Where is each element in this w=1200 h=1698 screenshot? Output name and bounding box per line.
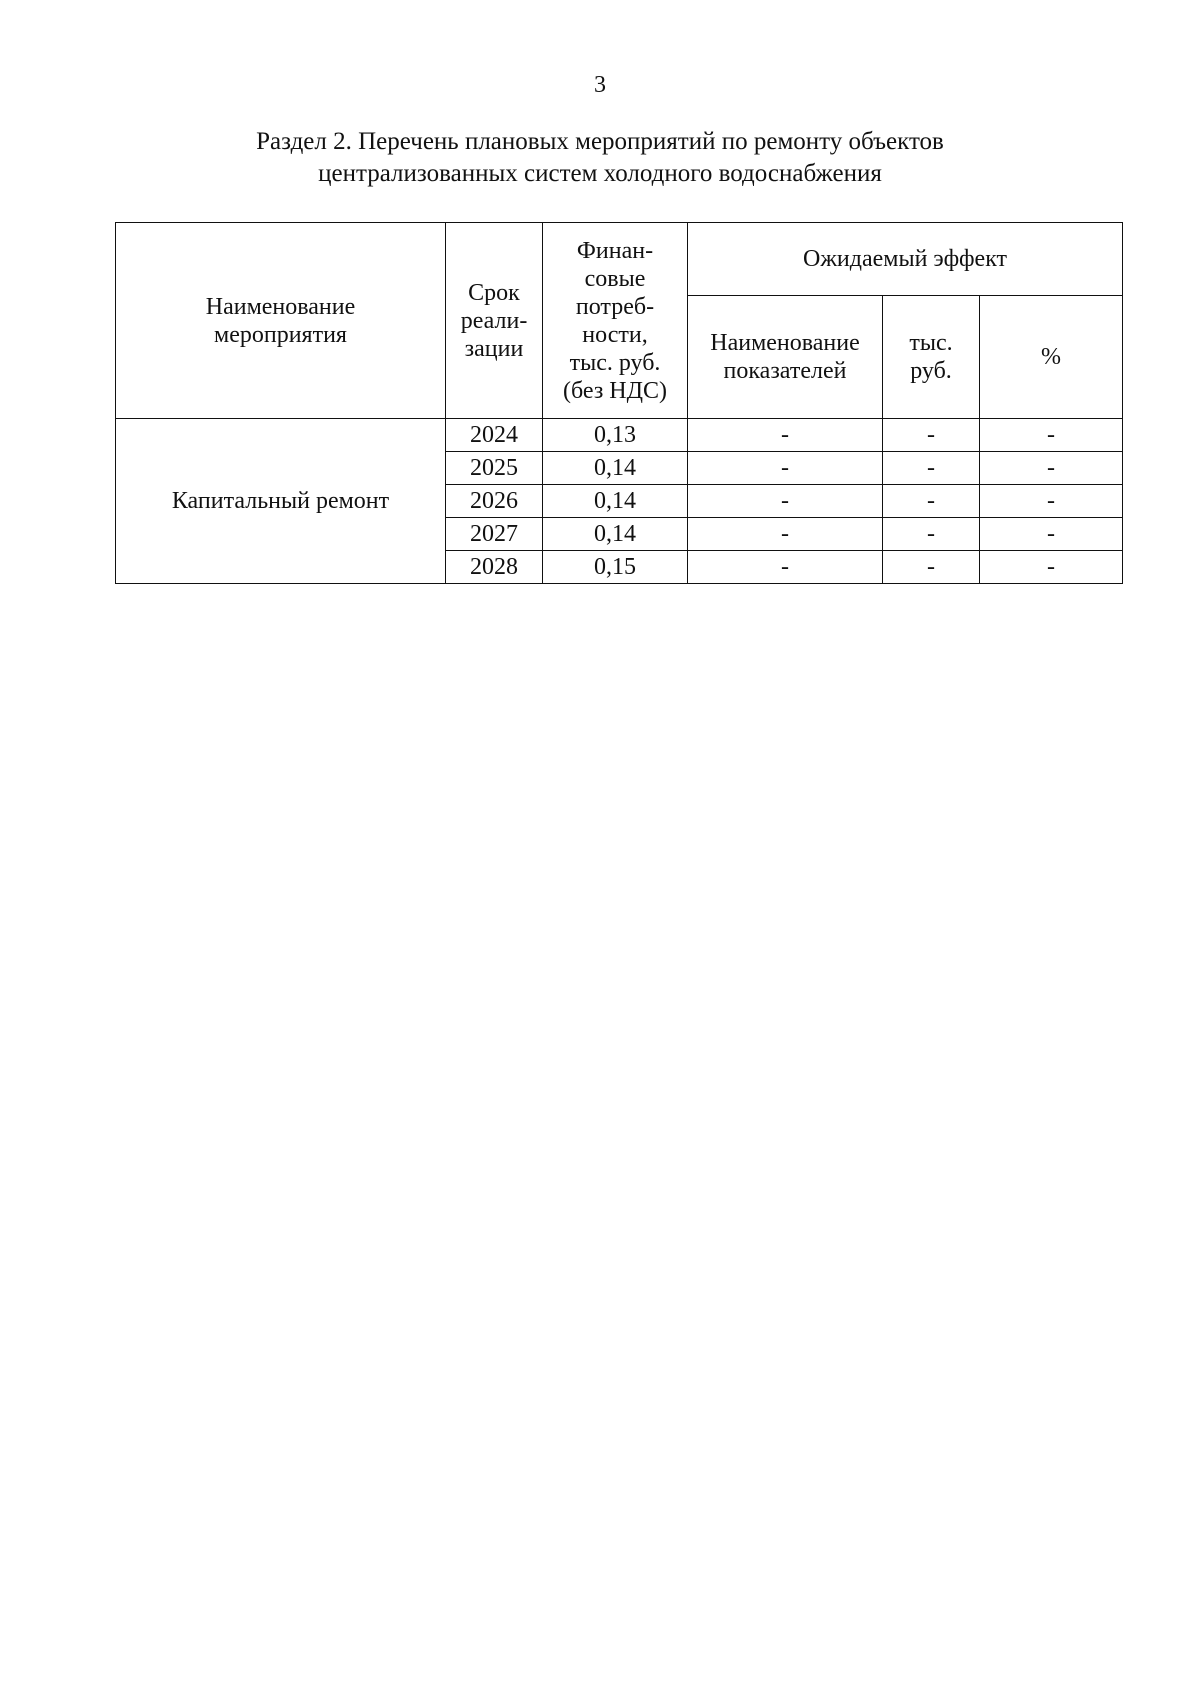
- header-thousand-rub-line: тыс.: [909, 330, 953, 356]
- indicator-cell: -: [688, 485, 883, 518]
- thousand-rub-cell: -: [883, 452, 980, 485]
- header-percent: %: [980, 296, 1123, 419]
- header-finance-line: совые: [584, 265, 646, 292]
- header-expected-effect: Ожидаемый эффект: [688, 223, 1123, 296]
- finance-cell: 0,15: [543, 551, 688, 584]
- indicator-cell: -: [688, 419, 883, 452]
- finance-cell: 0,14: [543, 485, 688, 518]
- percent-cell: -: [980, 452, 1123, 485]
- page-number: 3: [594, 72, 606, 98]
- year-cell: 2028: [446, 551, 543, 584]
- percent-cell: -: [980, 485, 1123, 518]
- percent-cell: -: [980, 518, 1123, 551]
- activity-cell: Капитальный ремонт: [116, 419, 446, 584]
- finance-cell: 0,14: [543, 518, 688, 551]
- header-finance-line: ности,: [582, 321, 648, 348]
- header-period-line: реали-: [460, 307, 528, 334]
- header-finance-line: Финан-: [576, 237, 654, 264]
- header-thousand-rub: [883, 296, 980, 419]
- header-activity-line: Наименование: [205, 293, 356, 320]
- indicator-cell: -: [688, 551, 883, 584]
- header-period-line: Срок: [468, 279, 520, 306]
- header-finance-line: тыс. руб.: [569, 349, 661, 376]
- year-cell: 2026: [446, 485, 543, 518]
- indicator-cell: -: [688, 452, 883, 485]
- percent-cell: -: [980, 419, 1123, 452]
- finance-cell: 0,14: [543, 452, 688, 485]
- header-period: [446, 223, 543, 419]
- header-thousand-rub-line: руб.: [910, 358, 952, 384]
- header-indicator-line: показателей: [723, 358, 847, 384]
- header-finance-line: потреб-: [575, 293, 655, 320]
- repair-plan-table: [115, 222, 1123, 584]
- header-finance: [543, 223, 688, 419]
- table-header-row-1: [116, 223, 1123, 296]
- indicator-cell: -: [688, 518, 883, 551]
- header-activity-line: мероприятия: [214, 321, 347, 348]
- table-row: [116, 419, 1123, 452]
- thousand-rub-cell: -: [883, 551, 980, 584]
- year-cell: 2027: [446, 518, 543, 551]
- thousand-rub-cell: -: [883, 485, 980, 518]
- header-finance-line: (без НДС): [562, 377, 667, 404]
- year-cell: 2024: [446, 419, 543, 452]
- section-title: [0, 126, 1200, 190]
- percent-cell: -: [980, 551, 1123, 584]
- header-indicator-name: [688, 296, 883, 419]
- header-indicator-line: Наименование: [710, 330, 860, 356]
- thousand-rub-cell: -: [883, 419, 980, 452]
- thousand-rub-cell: -: [883, 518, 980, 551]
- section-title-line-1: Раздел 2. Перечень плановых мероприятий по ремонту объектов: [256, 128, 944, 155]
- header-activity: [116, 223, 446, 419]
- header-period-line: зации: [464, 335, 524, 362]
- year-cell: 2025: [446, 452, 543, 485]
- finance-cell: 0,13: [543, 419, 688, 452]
- section-title-line-2: централизованных систем холодного водоснабжения: [318, 160, 882, 187]
